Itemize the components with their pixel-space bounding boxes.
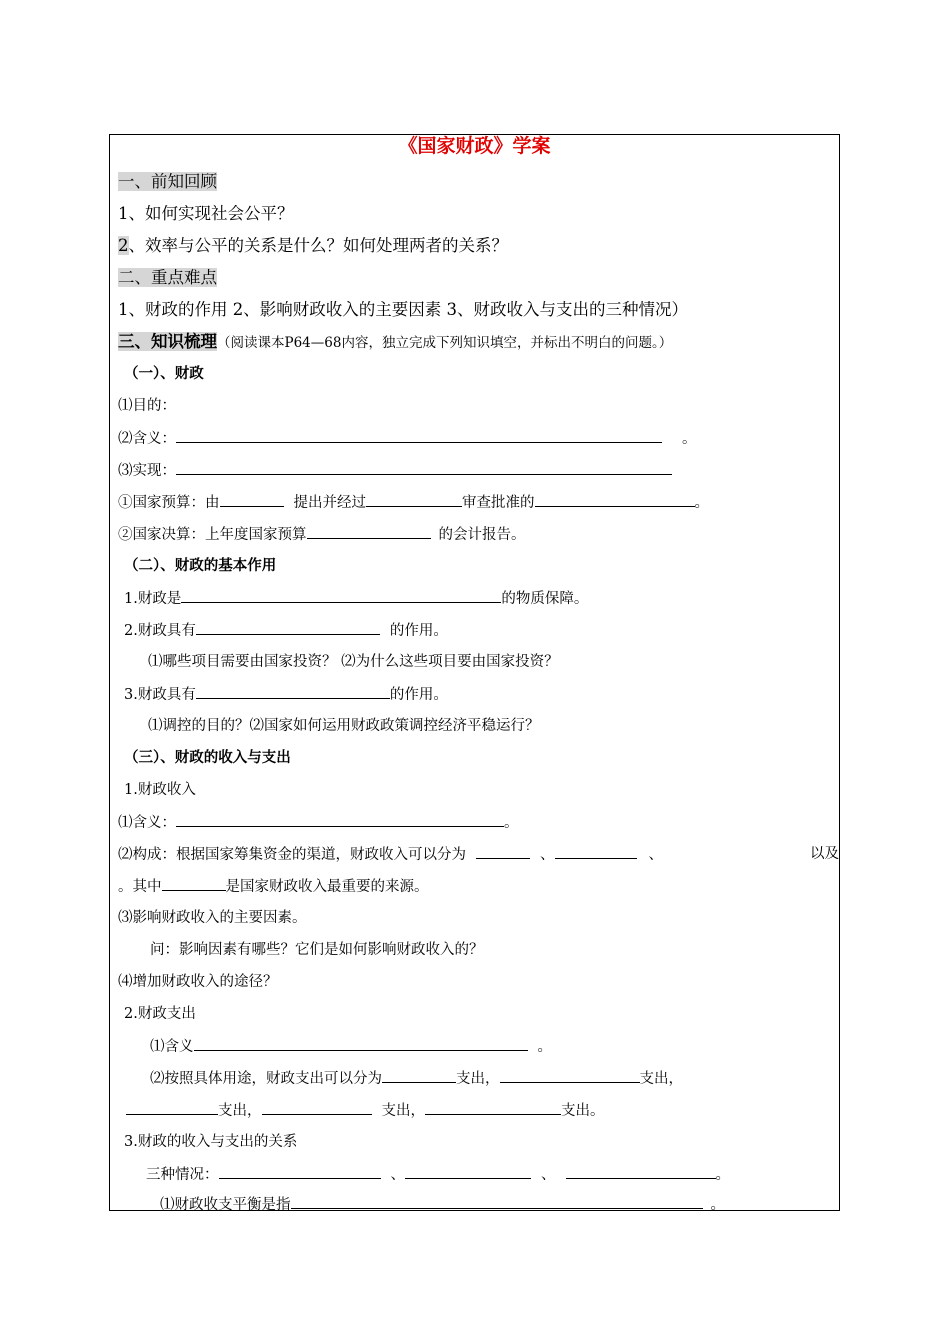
blank-income-type-2[interactable] — [555, 843, 637, 859]
income-main-source: 。其中 是国家财政收入最重要的来源。 — [118, 875, 839, 898]
role-2-questions: ⑴哪些项目需要由国家投资？ ⑵为什么这些项目要由国家投资？ — [148, 654, 559, 670]
income-factors-question: 问：影响因素有哪些？它们是如何影响财政收入的？ — [150, 942, 484, 958]
blank-expenditure-meaning[interactable] — [194, 1035, 528, 1051]
blank-role-2[interactable] — [196, 619, 380, 635]
finance-meaning: ⑵含义： 。 — [118, 427, 839, 450]
part2-heading: （二）、财政的基本作用 — [124, 557, 277, 574]
blank-finance-meaning[interactable] — [176, 427, 662, 443]
blank-budget-proposer[interactable] — [220, 491, 284, 507]
part1-heading: （一）、财政 — [124, 365, 204, 382]
blank-situation-1[interactable] — [219, 1163, 381, 1179]
expenditure-use-cont: 支出， 支出， 支出。 — [126, 1099, 839, 1122]
worksheet — [109, 134, 840, 1211]
income-factors: ⑶影响财政收入的主要因素。 — [118, 910, 307, 926]
blank-budget-plan[interactable] — [535, 491, 695, 507]
section-knowledge — [118, 331, 839, 354]
expenditure-heading: 2.财政支出 — [124, 1006, 196, 1022]
role-3-questions: ⑴调控的目的？⑵国家如何运用财政政策调控经济平稳运行？ — [148, 718, 540, 734]
blank-income-meaning[interactable] — [176, 811, 504, 827]
blank-budget-approver[interactable] — [366, 491, 462, 507]
review-question-1: 1、如何实现社会公平？ — [118, 204, 294, 223]
part3-heading: （三）、财政的收入与支出 — [124, 749, 291, 766]
blank-expenditure-2[interactable] — [500, 1067, 640, 1083]
keypoints-content: 1、财政的作用 2、影响财政收入的主要因素 3、财政收入与支出的三种情况） — [118, 300, 688, 319]
blank-role-1[interactable] — [181, 587, 501, 603]
blank-finance-realize[interactable] — [176, 459, 672, 475]
section-keypoints — [118, 267, 839, 289]
relation-heading: 3.财政的收入与支出的关系 — [124, 1134, 298, 1150]
blank-expenditure-5[interactable] — [425, 1099, 561, 1115]
blank-situation-2[interactable] — [405, 1163, 531, 1179]
finance-purpose: ⑴目的： — [118, 398, 176, 414]
blank-expenditure-3[interactable] — [126, 1099, 218, 1115]
review-question-2: 2、效率与公平的关系是什么？如何处理两者的关系？ — [118, 236, 508, 255]
section-review-heading: 一、前知回顾 — [118, 172, 217, 191]
section-keypoints-heading: 二、重点难点 — [118, 268, 217, 287]
section-knowledge-note: （阅读课本P64—68内容，独立完成下列知识填空，并标出不明白的问题。） — [217, 335, 673, 351]
blank-final-accounts[interactable] — [307, 523, 431, 539]
blank-expenditure-4[interactable] — [262, 1099, 372, 1115]
section-review — [118, 171, 839, 193]
blank-balance[interactable] — [291, 1193, 703, 1209]
income-heading: 1.财政收入 — [124, 782, 196, 798]
role-1: 1.财政是 的物质保障。 — [124, 587, 839, 610]
national-final-accounts: ②国家决算：上年度国家预算 的会计报告。 — [118, 523, 839, 546]
blank-expenditure-1[interactable] — [382, 1067, 456, 1083]
expenditure-use: ⑵按照具体用途，财政支出可以分为 支出， 支出， — [150, 1067, 839, 1090]
role-3: 3.财政具有 的作用。 — [124, 683, 839, 706]
page-title: 《国家财政》学案 — [398, 135, 551, 157]
three-situations: 三种情况： 、 、 。 — [146, 1163, 839, 1186]
blank-role-3[interactable] — [196, 683, 390, 699]
blank-income-type-1[interactable] — [476, 843, 530, 859]
role-2: 2.财政具有 的作用。 — [124, 619, 839, 642]
balance-definition: ⑴财政收支平衡是指 。 — [160, 1193, 839, 1211]
expenditure-meaning: ⑴含义 。 — [150, 1035, 839, 1058]
finance-realize: ⑶实现： — [118, 459, 839, 482]
national-budget: ①国家预算：由 提出并经过 审查批准的 。 — [118, 491, 839, 514]
section-knowledge-heading: 三、知识梳理 — [118, 332, 217, 351]
blank-situation-3[interactable] — [566, 1163, 716, 1179]
income-meaning: ⑴含义： 。 — [118, 811, 839, 834]
income-composition: ⑵构成：根据国家筹集资金的渠道，财政收入可以分为 、 、 以及 — [118, 843, 839, 866]
income-increase: ⑷增加财政收入的途径？ — [118, 974, 278, 990]
blank-main-source[interactable] — [162, 875, 226, 891]
